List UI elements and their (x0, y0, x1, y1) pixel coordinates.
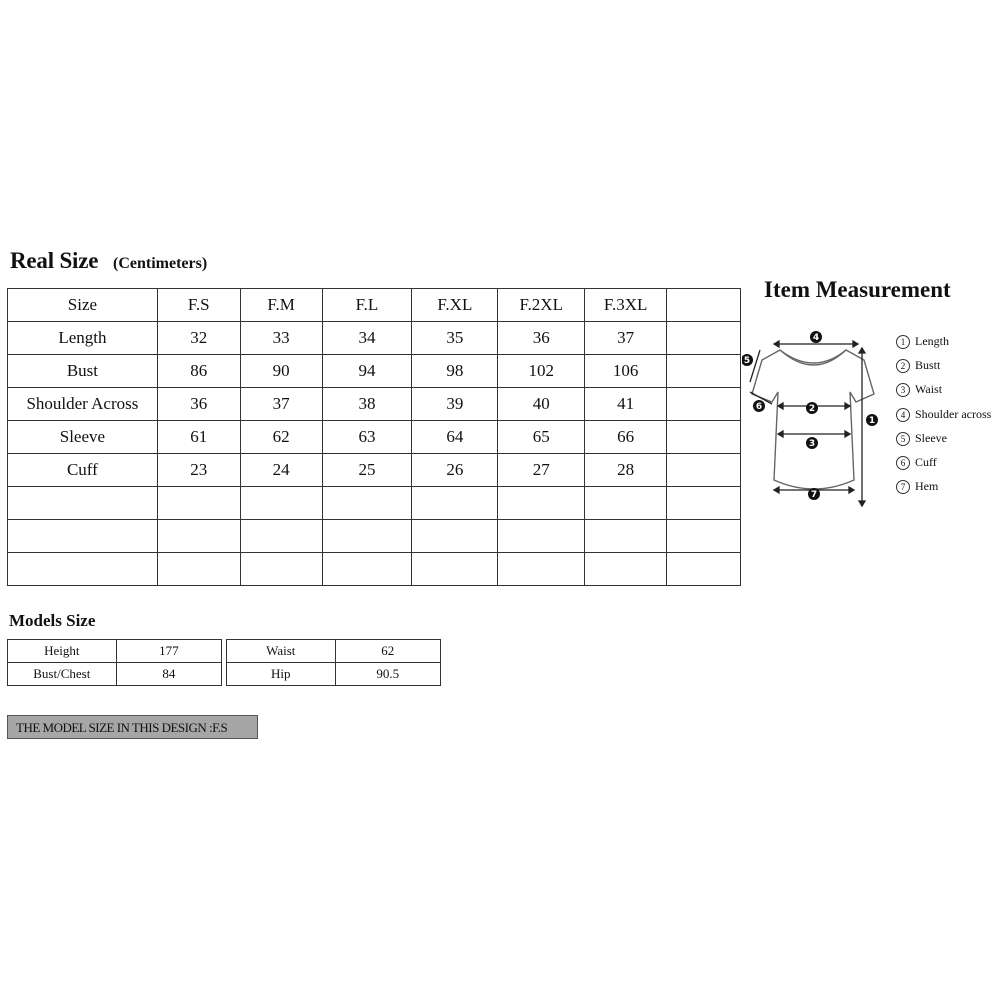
empty-row (8, 520, 741, 553)
table-row (8, 355, 741, 388)
table-row (8, 388, 741, 421)
table-row (227, 640, 441, 663)
model-label: Waist (227, 640, 336, 663)
legend-item (896, 382, 991, 406)
table-cell: 40 (498, 388, 585, 421)
empty-cell (585, 487, 667, 520)
header-cell: F.3XL (585, 289, 667, 322)
row-label: Length (8, 322, 158, 355)
model-label: Bust/Chest (8, 663, 117, 686)
header-cell (667, 289, 741, 322)
table-cell (667, 322, 741, 355)
model-value: 62 (335, 640, 441, 663)
empty-cell (157, 553, 240, 586)
table-cell: 35 (412, 322, 498, 355)
table-cell: 33 (240, 322, 322, 355)
empty-cell (8, 487, 158, 520)
header-cell: F.2XL (498, 289, 585, 322)
row-label: Sleeve (8, 421, 158, 454)
table-cell (667, 421, 741, 454)
table-cell: 26 (412, 454, 498, 487)
table-cell: 90 (240, 355, 322, 388)
legend-number: 3 (896, 383, 910, 397)
legend-number: 2 (896, 359, 910, 373)
table-row (8, 454, 741, 487)
empty-cell (667, 487, 741, 520)
table-cell: 37 (585, 322, 667, 355)
legend-number: 6 (896, 456, 910, 470)
table-row (8, 421, 741, 454)
table-cell (667, 388, 741, 421)
models-table-left (7, 639, 222, 686)
svg-text:3: 3 (808, 439, 816, 449)
row-label: Shoulder Across (8, 388, 158, 421)
empty-row (8, 487, 741, 520)
table-cell (667, 355, 741, 388)
size-table-header (8, 289, 741, 322)
legend-number: 1 (896, 335, 910, 349)
empty-cell (667, 553, 741, 586)
model-design-note: THE MODEL SIZE IN THIS DESIGN :F.S (7, 715, 258, 739)
table-cell: 36 (498, 322, 585, 355)
measurement-legend (896, 334, 991, 503)
legend-label: Cuff (915, 454, 937, 469)
table-cell: 23 (157, 454, 240, 487)
svg-text:7: 7 (810, 490, 818, 500)
legend-number: 4 (896, 408, 910, 422)
empty-cell (157, 520, 240, 553)
table-cell: 39 (412, 388, 498, 421)
legend-label: Length (915, 334, 949, 348)
tshirt-diagram-icon (742, 320, 892, 515)
header-cell: F.L (322, 289, 412, 322)
table-cell: 66 (585, 421, 667, 454)
legend-label: Bustt (915, 358, 941, 373)
table-cell: 38 (322, 388, 412, 421)
table-cell: 41 (585, 388, 667, 421)
svg-text:2: 2 (808, 404, 816, 414)
models-size-title: Models Size (9, 611, 96, 630)
empty-cell (667, 520, 741, 553)
table-cell: 94 (322, 355, 412, 388)
svg-text:4: 4 (812, 333, 820, 343)
legend-item (896, 479, 991, 503)
header-cell: F.XL (412, 289, 498, 322)
table-cell: 61 (157, 421, 240, 454)
table-cell: 64 (412, 421, 498, 454)
model-value: 177 (116, 640, 221, 663)
legend-number: 5 (896, 432, 910, 446)
empty-cell (240, 520, 322, 553)
header-cell: F.M (240, 289, 322, 322)
model-value: 90.5 (335, 663, 441, 686)
table-cell: 65 (498, 421, 585, 454)
model-label: Hip (227, 663, 336, 686)
real-size-title: Real Size (10, 248, 99, 273)
row-label: Cuff (8, 454, 158, 487)
table-cell: 86 (157, 355, 240, 388)
legend-number: 7 (896, 480, 910, 494)
size-table (7, 288, 741, 586)
empty-cell (498, 487, 585, 520)
table-cell: 102 (498, 355, 585, 388)
legend-item (896, 431, 991, 455)
table-cell (667, 454, 741, 487)
table-cell: 25 (322, 454, 412, 487)
model-value: 84 (116, 663, 221, 686)
legend-label: Shoulder across (915, 406, 992, 421)
empty-cell (585, 553, 667, 586)
empty-cell (412, 520, 498, 553)
table-cell: 63 (322, 421, 412, 454)
empty-cell (498, 520, 585, 553)
empty-cell (322, 487, 412, 520)
empty-cell (498, 553, 585, 586)
empty-row (8, 553, 741, 586)
empty-cell (157, 487, 240, 520)
table-row (8, 663, 222, 686)
row-label: Bust (8, 355, 158, 388)
legend-label: Hem (915, 479, 939, 494)
table-cell: 36 (157, 388, 240, 421)
empty-cell (322, 520, 412, 553)
empty-cell (322, 553, 412, 586)
table-cell: 62 (240, 421, 322, 454)
item-measurement-title: Item Measurement (764, 277, 951, 302)
table-cell: 34 (322, 322, 412, 355)
svg-text:5: 5 (743, 356, 751, 366)
table-row (8, 640, 222, 663)
legend-label: Sleeve (915, 430, 947, 445)
table-row (227, 663, 441, 686)
legend-item (896, 407, 991, 431)
empty-cell (240, 487, 322, 520)
table-cell: 24 (240, 454, 322, 487)
empty-cell (412, 487, 498, 520)
legend-item (896, 334, 991, 358)
models-table-right (226, 639, 441, 686)
svg-text:1: 1 (868, 416, 876, 426)
header-cell: Size (8, 289, 158, 322)
empty-cell (585, 520, 667, 553)
legend-label: Waist (915, 382, 943, 397)
table-cell: 28 (585, 454, 667, 487)
empty-cell (8, 553, 158, 586)
table-cell: 37 (240, 388, 322, 421)
real-size-unit: (Centimeters) (113, 255, 208, 272)
header-cell: F.S (157, 289, 240, 322)
empty-cell (8, 520, 158, 553)
table-row (8, 322, 741, 355)
legend-item (896, 358, 991, 382)
svg-text:6: 6 (755, 402, 763, 412)
table-cell: 27 (498, 454, 585, 487)
empty-cell (412, 553, 498, 586)
table-cell: 106 (585, 355, 667, 388)
model-label: Height (8, 640, 117, 663)
empty-cell (240, 553, 322, 586)
table-cell: 32 (157, 322, 240, 355)
legend-item (896, 455, 991, 479)
table-cell: 98 (412, 355, 498, 388)
